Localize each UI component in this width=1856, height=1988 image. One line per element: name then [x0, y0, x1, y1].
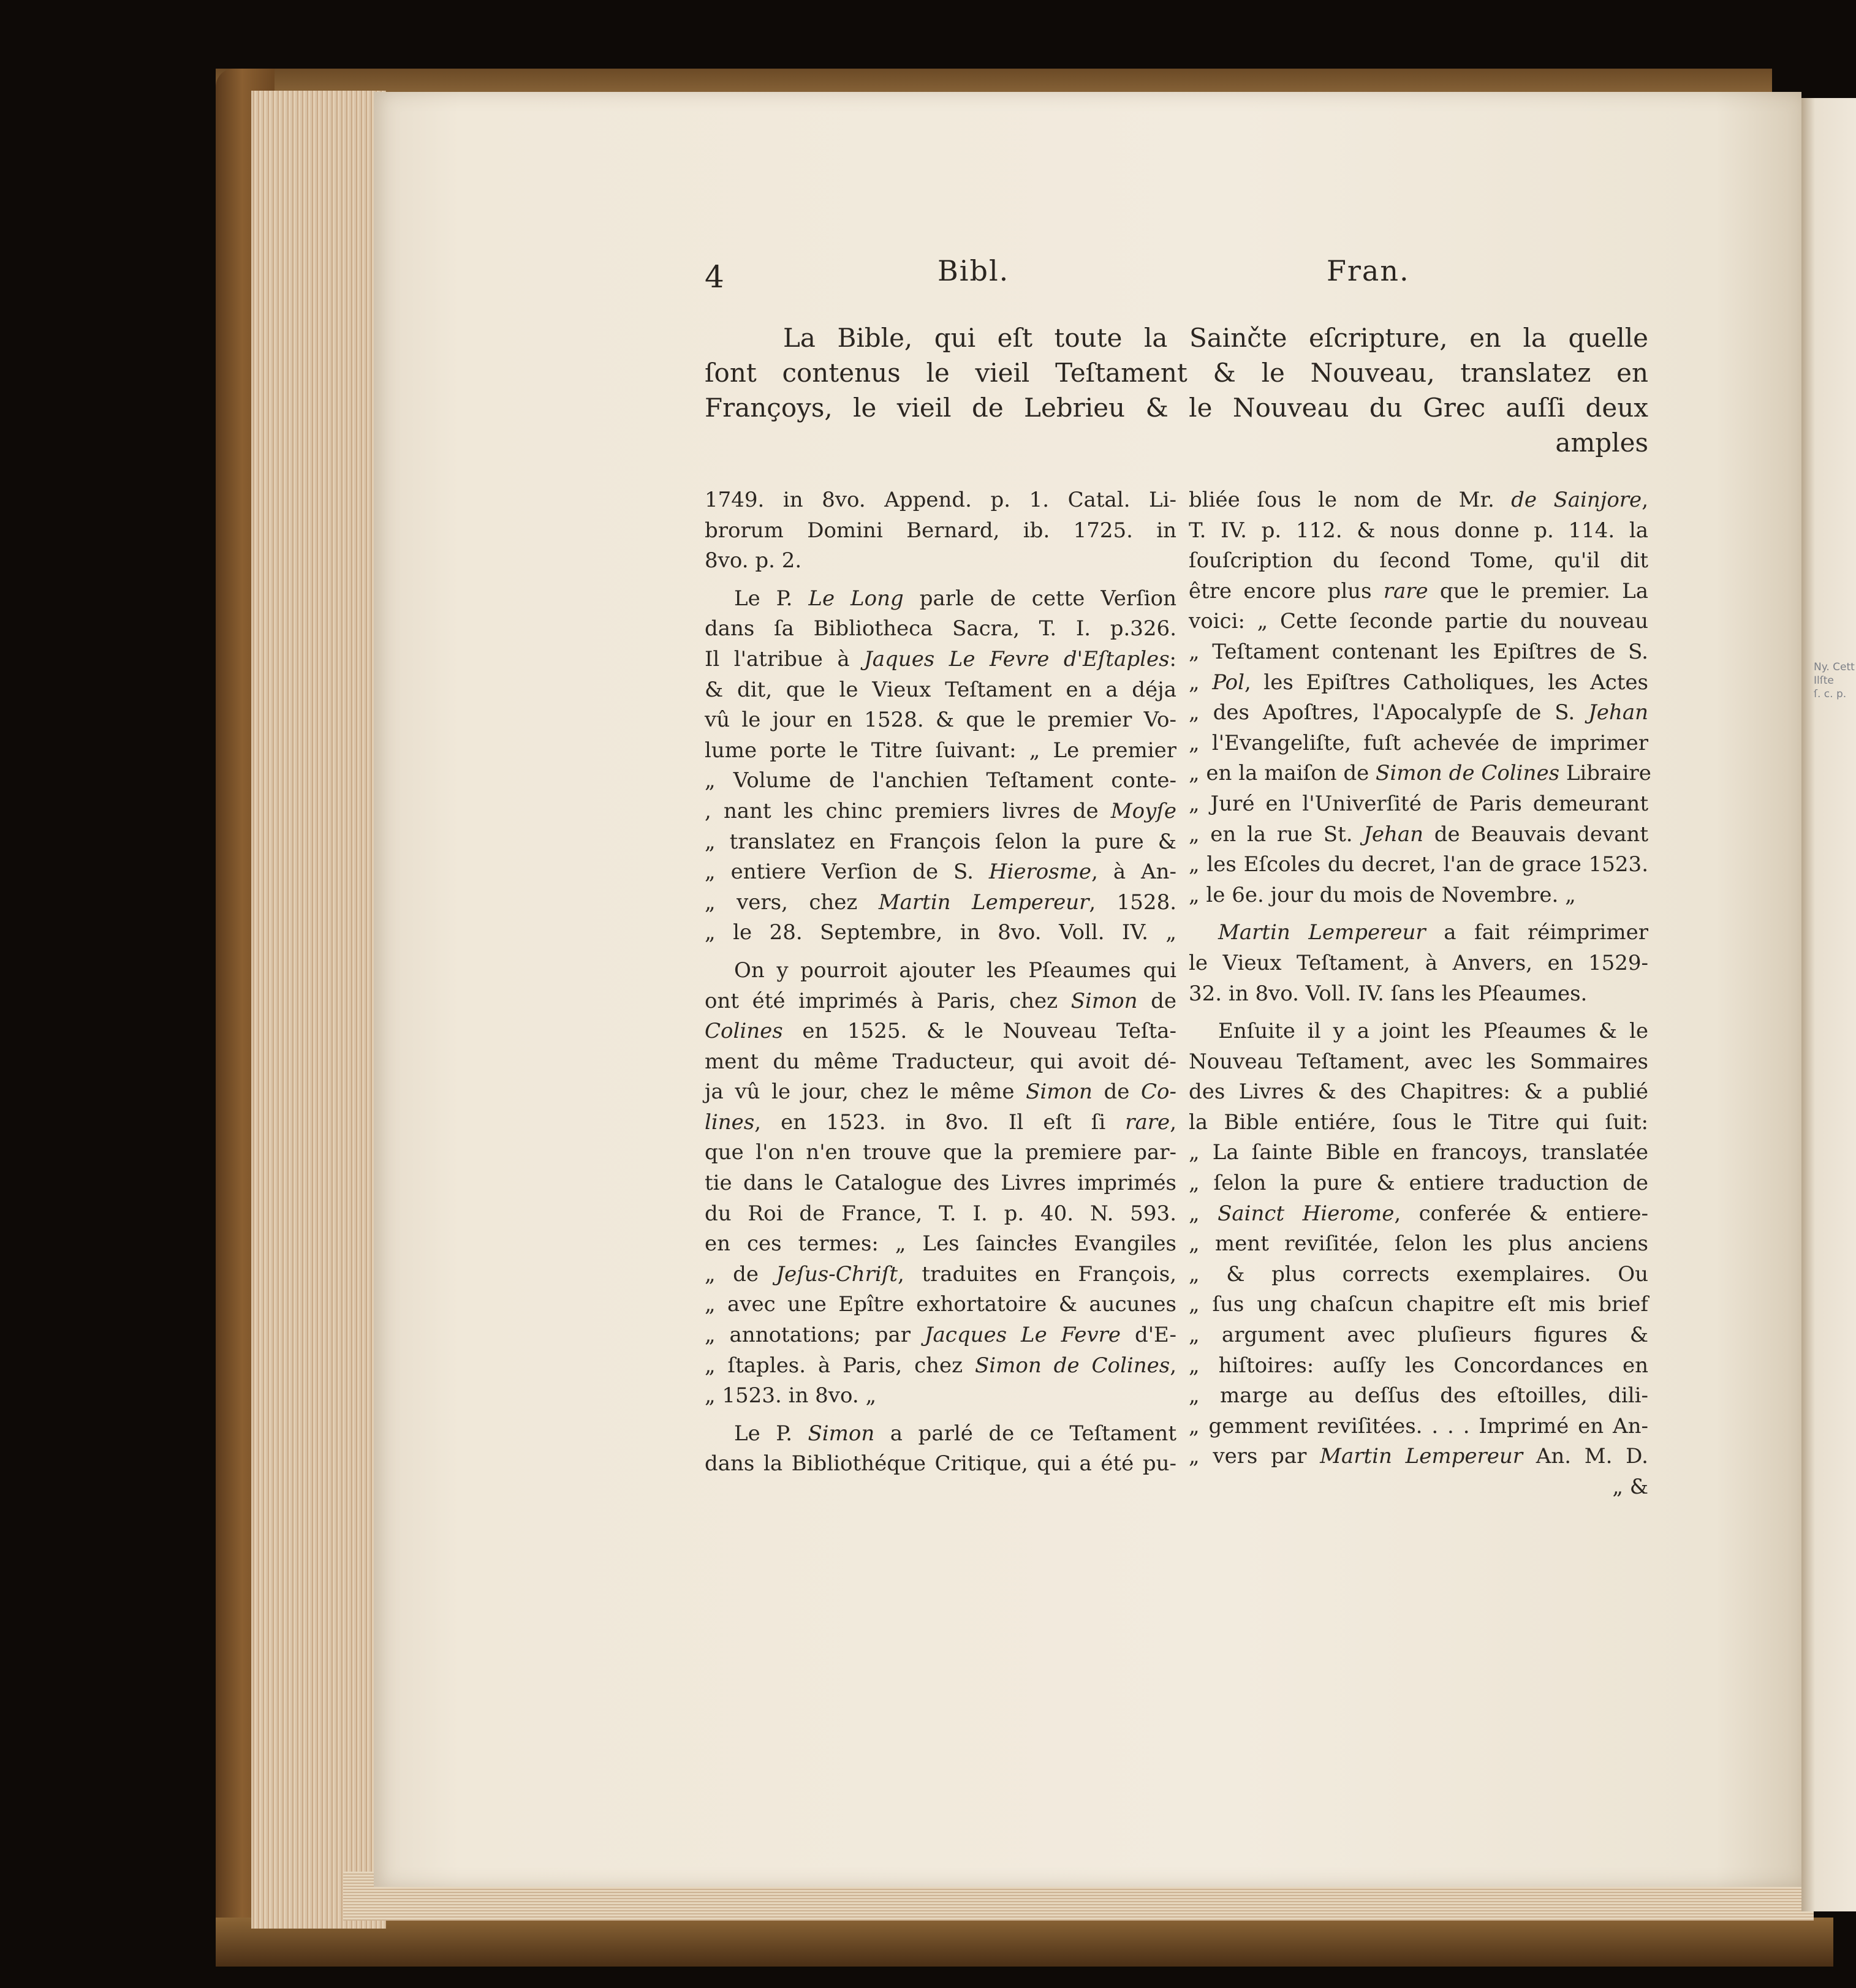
text-line: ont été imprimés à Paris, chez Simon de — [705, 988, 1177, 1013]
text-line: bliée ſous le nom de Mr. de Sainjore, — [1189, 488, 1648, 512]
text-line: 32. in 8vo. Voll. IV. ſans les Pſeaumes. — [1189, 981, 1588, 1006]
text-line: la Bible entiére, ſous le Titre qui ſuit: — [1189, 1109, 1648, 1135]
book-cover-bottom-edge — [216, 1918, 1833, 1967]
text-line: „ Volume de l'anchien Teſtament conte- — [705, 768, 1176, 793]
text-line: que l'on n'en trouve que la premiere par- — [705, 1140, 1176, 1165]
text-line: „ hiſtoires: auſſy les Concordances en — [1189, 1353, 1648, 1378]
title-line: La Bible, qui eſt toute la Sainčte eſcripture, en la quelle — [783, 323, 1648, 353]
text-line: „ vers, chez Martin Lempereur, 1528. — [705, 890, 1177, 915]
text-line: „ les Eſcoles du decret, l'an de grace 1523. — [1189, 852, 1648, 877]
text-line: „ avec une Epître exhortatoire & aucunes — [705, 1292, 1176, 1317]
text-line: „ annotations; par Jacques Le Fevre d'E- — [705, 1323, 1176, 1348]
text-line: „ Teſtament contenant les Epiſtres de S. — [1189, 639, 1648, 664]
text-line: T. IV. p. 112. & nous donne p. 114. la — [1189, 518, 1648, 543]
text-line: „ ſelon la pure & entiere traduction de — [1189, 1171, 1648, 1196]
text-line: ja vû le jour, chez le même Simon de Co- — [705, 1079, 1176, 1105]
text-line: Le P. Simon a parlé de ce Teſtament — [734, 1421, 1176, 1446]
paragraph-sainte-bible — [1189, 1016, 1648, 1503]
text-line: On y pourroit ajouter les Pſeaumes qui — [734, 958, 1176, 983]
text-line: „ le 28. Septembre, in 8vo. Voll. IV. „ — [705, 920, 1176, 945]
text-line: lume porte le Titre ſuivant: „ Le premier — [705, 738, 1176, 763]
text-line: ſouſcription du ſecond Tome, qu'il dit — [1189, 548, 1648, 573]
text-line: voici: „ Cette ſeconde partie du nouveau — [1189, 609, 1648, 634]
text-line: „ des Apoſtres, l'Apocalypſe de S. Jehan — [1189, 700, 1648, 725]
text-line: Le P. Le Long parle de cette Verſion — [734, 586, 1177, 611]
paragraph-pseaumes — [705, 956, 1176, 1412]
text-line: Il l'atribue à Jaques Le Fevre d'Eſtaples: — [705, 646, 1176, 671]
page-number: 4 — [705, 259, 725, 295]
margin-note-line: ſ. c. p. — [1814, 688, 1847, 700]
paragraph-le-long — [705, 584, 1176, 948]
right-column — [1189, 485, 1651, 1503]
paragraph-lempereur — [1189, 918, 1648, 1009]
left-column — [705, 485, 1176, 1480]
text-line: „ vers par Martin Lempereur An. M. D. — [1189, 1444, 1648, 1469]
text-line: „ ſtaples. à Paris, chez Simon de Colines, — [705, 1353, 1176, 1378]
paragraph-simon — [705, 1419, 1176, 1480]
running-head-right: Fran. — [1327, 254, 1410, 287]
paragraph-souscription — [1189, 485, 1651, 910]
text-line: „ gemment reviſitées. . . . Imprimé en An- — [1189, 1413, 1648, 1438]
text-line: Nouveau Teſtament, avec les Sommaires — [1189, 1049, 1648, 1074]
text-line: „ 1523. in 8vo. „ — [705, 1383, 877, 1408]
text-line: „ translatez en François ſelon la pure & — [705, 829, 1176, 854]
text-line: „ Pol, les Epiſtres Catholiques, les Actes — [1189, 670, 1648, 695]
page-edges-stack — [251, 91, 386, 1929]
title-line: amples — [1555, 428, 1648, 458]
margin-note-line: Ilſte — [1814, 675, 1834, 687]
text-line: & dit, que le Vieux Teſtament en a déja — [705, 677, 1176, 702]
text-line: en ces termes: „ Les ſaincłes Evangiles — [705, 1231, 1176, 1257]
text-line: „ La ſainte Bible en francoys, translatée — [1189, 1140, 1648, 1165]
text-line: „ & — [1612, 1475, 1648, 1499]
text-line: 1749. in 8vo. Append. p. 1. Catal. Li- — [705, 488, 1176, 512]
text-line: „ argument avec pluſieurs figures & — [1189, 1323, 1648, 1348]
text-line: „ Juré en l'Univerſité de Paris demeurant — [1189, 791, 1648, 816]
text-line: du Roi de France, T. I. p. 40. N. 593. — [705, 1201, 1176, 1226]
text-line: „ ment reviſitée, ſelon les plus anciens — [1189, 1231, 1648, 1257]
text-line: ment du même Traducteur, qui avoit dé- — [705, 1049, 1176, 1074]
text-line: dans la Bibliothéque Critique, qui a été pu- — [705, 1451, 1176, 1476]
text-line: „ le 6e. jour du mois de Novembre. „ — [1189, 882, 1576, 907]
text-line: „ l'Evangeliſte, fuſt achevée de imprimer — [1189, 730, 1648, 755]
text-line: être encore plus rare que le premier. La — [1189, 578, 1648, 603]
title-line: ſont contenus le vieil Teſtament & le Nouveau, translatez en — [705, 358, 1648, 388]
text-line: „ de Jeſus-Chriſt, traduites en François, — [705, 1261, 1177, 1287]
facing-page-margin-note — [1814, 660, 1856, 701]
entry-title — [705, 320, 1648, 460]
margin-note-line: Ny. Cett — [1814, 661, 1855, 673]
text-line: „ en la maiſon de Simon de Colines Libraire — [1189, 761, 1651, 786]
text-line: le Vieux Teſtament, à Anvers, en 1529- — [1189, 950, 1648, 975]
running-head-left: Bibl. — [937, 254, 1010, 287]
text-line: „ Sainct Hierome, conferée & entiere- — [1189, 1201, 1648, 1226]
running-head — [705, 254, 1667, 303]
facing-page-edge — [1801, 98, 1856, 1911]
text-line: Enſuite il y a joint les Pſeaumes & le — [1218, 1019, 1648, 1044]
text-line: dans ſa Bibliotheca Sacra, T. I. p.326. — [705, 616, 1176, 641]
text-line: 8vo. p. 2. — [705, 548, 802, 573]
text-line: brorum Domini Bernard, ib. 1725. in — [705, 518, 1176, 543]
text-line: , nant les chinc premiers livres de Moyſe — [705, 798, 1176, 823]
text-line: Colines en 1525. & le Nouveau Teſta- — [705, 1019, 1176, 1044]
paragraph-citations — [705, 485, 1176, 576]
text-line: „ & plus corrects exemplaires. Ou — [1189, 1261, 1648, 1287]
text-line: „ en la rue St. Jehan de Beauvais devant — [1189, 822, 1648, 847]
text-line: „ entiere Verſion de S. Hierosme, à An- — [705, 860, 1176, 885]
text-line: vû le jour en 1528. & que le premier Vo- — [705, 708, 1176, 733]
text-line: „ ſus ung chaſcun chapitre eſt mis brief — [1189, 1292, 1648, 1317]
title-line: Françoys, le vieil de Lebrieu & le Nouveau du Grec auſſi deux — [705, 393, 1648, 423]
text-line: lines, en 1523. in 8vo. Il eſt ſi rare, — [705, 1109, 1176, 1135]
text-line: „ marge au deſſus des eſtoilles, dili- — [1189, 1383, 1648, 1408]
text-line: Martin Lempereur a fait réimprimer — [1218, 920, 1648, 945]
text-line: tie dans le Catalogue des Livres imprimés — [705, 1171, 1176, 1196]
text-line: des Livres & des Chapitres: & a publié — [1189, 1079, 1648, 1105]
